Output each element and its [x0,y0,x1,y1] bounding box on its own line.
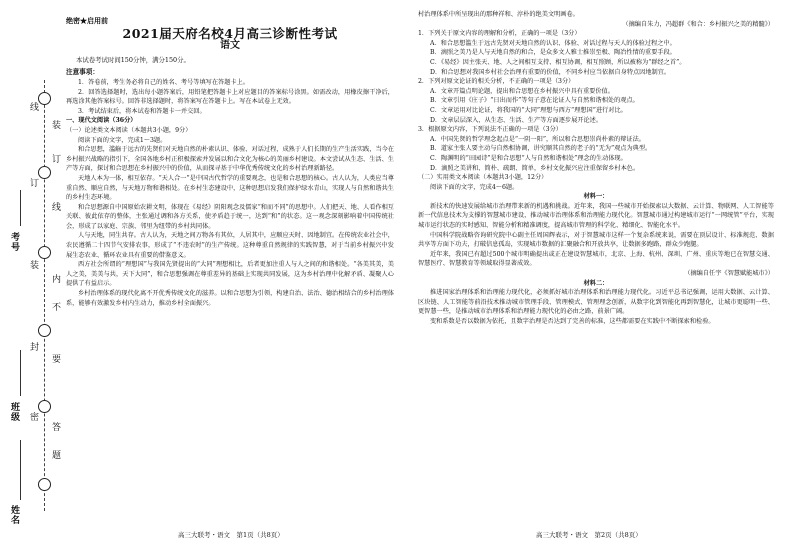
notice-item: 2．回答选择题时，选出每小题答案后，用铅笔把答题卡上对应题目的答案标号涂黑。如需改动，用橡皮擦干净后，再选涂其他答案标号。回答非选择题时，将答案写在答题卡上。写在本试卷上无效。 [66,88,394,106]
instruction: 阅读下面的文字，完成4～6题。 [430,183,519,191]
paragraph: 乡村治理体系的现代化离不开优秀传统文化的滋养。以和合思想为引领，构建自治、法治、德治相结合的乡村治理体系，能够有效激发乡村内生动力，推动乡村全面振兴。 [66,290,394,307]
option: A．文章开篇点明论题，提出和合思想在乡村振兴中具有重要价值。 [430,87,614,95]
side-char: 线 [30,103,40,113]
exam-no-label: 考号 [9,232,19,252]
question-3: 3．根据原文内容，下列说法不正确的一项是（3分） [418,126,562,134]
question-2: 2．下列对原文论证的相关分析，不正确的一项是（3分） [418,78,575,86]
paragraph-continued: 村治理体系中所呈现出的那种祥和、淳朴的绝美文明画卷。 [418,11,579,18]
subject-title: 语文 [220,40,240,52]
option: C．《易经》因主张天、地、人之间相互支持、相互协调，相互照顾，所以被称为“群经之首”。 [430,58,686,66]
paragraph: 和合思想，滥觞于远古的先贤们对天地自然的朴素认识、体验、对话过程，成熟于人们长期的生产生活实践，当今在乡村振兴战略的指引下，全国各地乡村正积极探索并发展以和合文化为核心的美丽乡村建设。本文尝试从生态、生活、生产等方面，探讨和合思想在乡村振兴中的价值，从而探寻基于中华优秀传统文化的乡村治理新路径。 [66,146,394,173]
binding-margin [0,0,62,551]
secret-mark: 绝密★启用前 [66,16,108,25]
paragraph: 西方社会所谓的“理想国”与我国先贤提出的“大同”理想相比，后者更加注重人与人之间的和谐相处。“各美其美，美人之美，美美与共，天下大同”，和合思想强调在尊重差异的基础上实现共同发展，这为乡村治理中化解矛盾、凝聚人心提供了有益启示。 [66,261,394,288]
side-char: 装 [30,261,40,271]
notice-heading: 注意事项： [66,68,99,77]
subsection-heading: （一）论述类文本阅读（本题共3小题，9分） [66,126,192,134]
seal-circle [38,324,51,337]
side-char: 封 [30,343,40,353]
class-line [20,350,22,396]
material-heading: 材料一： [583,193,609,201]
subsection-heading: （二）实用类文本阅读（本题共3小题，12分） [418,174,548,182]
seal-char: 不 [52,303,62,313]
option: A．和合思想滥生于远古先贤对天地自然的认识、体验、对话过程与天人的体验过程之中。 [430,39,676,47]
seal-circle [38,246,51,259]
seal-circle [38,166,51,179]
source-citation: （摘编自朱力，冯超群《和合：乡村振兴之美的精髓》） [622,20,774,28]
seal-char: 订 [52,155,62,165]
source-citation: （摘编自任宇《智慧赋能城市》） [684,270,774,278]
seal-char: 内 [52,275,62,285]
name-label: 姓名 [9,505,19,525]
time-score: 本试卷考试时间150分钟，满分150分。 [76,55,190,64]
paragraph: 新技术的快速发展给城市治理带来新的机遇和挑战。近年来，我国一些城市开始探索以大数据、云计算、物联网、人工智能等新一代信息技术为支撑的智慧城市建设，推动城市治理体系和治理能力现代化。智慧城市通过构建城市运行“一网统管”平台，实现城市运行状态的实时感知、智能分析和精准调度，提高城市管理的科学化、精细化、智能化水平。 [418,202,774,230]
material-heading: 材料二： [583,279,609,287]
question-1: 1．下列关于原文内容的理解和分析，正确的一项是（3分） [418,30,581,38]
paragraph: 和合思想源自中国原始农耕文明，体现在《易经》阴阳观念及儒家“和而不同”的思想中。人们把天、地、人看作相互关联、彼此依存的整体，主张通过调和各方关系，使矛盾趋于统一，达到“和”的状态。这一观念深刻影响着中国传统社会，形成了以家庭、宗族、邻里为纽带的乡村共同体。 [66,203,394,230]
right-column [418,10,774,327]
seal-circle [38,92,51,105]
option: D．和合思想对我国乡村社会治理有重要的价值，不同乡村应当依据自身特点因地制宜。 [430,68,671,76]
option: D．滴照之美讲和、简朴、疏朗、简单，乡村文化振兴应注重保留乡村本色。 [430,164,640,172]
page-footer-left: 高三大联考・语文 第1页（共8页） [178,531,284,539]
seal-char: 题 [52,451,62,461]
seal-char: 装 [52,121,62,131]
side-char: 密 [30,413,40,423]
class-label: 班级 [9,402,19,422]
exam-title: 2021届天府名校4月高三诊断性考试 [122,25,338,41]
option: D．文章层层深入，从生态、生活、生产等方面逐步展开论述。 [430,116,603,124]
paragraph: 中国科学院战略咨询研究院中心副主任周国辉表示，对于智慧城市这样一个复杂系统来说，需要在顶层设计、标准规范、数据共享等方面下功夫，打破信息孤岛，实现城市数据的汇聚融合和开放共享，让数据多跑路，群众少跑腿。 [418,231,774,249]
seal-char: 答 [52,423,62,433]
paragraph: 人与天地，同生共存。古人认为，天地之间万物各有其位，人居其中，应顺应天时、因地制宜。在传统农业社会中，农民遵循二十四节气安排农事，形成了“不违农时”的生产传统。这种尊重自然规律的实践智慧，对于当前乡村振兴中发展生态农业、循环农业具有重要的借鉴意义。 [66,232,394,259]
exam-no-line [20,190,22,226]
left-column [66,10,394,308]
seal-char: 线 [52,203,62,213]
seal-circle [38,478,51,491]
notice-item: 3．考试结束后，将本试卷和答题卡一并交回。 [78,107,206,115]
paragraph: 变和系数是否以数据为依托，且数字治理是否达到了完善的标准，这些都需要在实践中不断探索和检验。 [430,318,715,325]
option: C．文章运用对比论证，将我国的“大同”理想与西方“理想国”进行对比。 [430,106,627,114]
notice-item: 1．答卷前，考生务必将自己的姓名、考号等填写在答题卡上。 [78,78,249,86]
section-heading: 一、现代文阅读（36分） [66,117,137,125]
page-footer-right: 高三大联考・语文 第2页（共8页） [536,531,642,539]
instruction: 阅读下面的文字，完成1～3题。 [78,136,167,144]
option: C．陶渊明的“田园诗”是和合思想“人与自然和谐相处”理念的生动体现。 [430,154,627,162]
paragraph: 推进国家治理体系和治理能力现代化，必须抓好城市治理体系和治理能力现代化。习近平总书记强调，运用大数据、云计算、区块链、人工智能等前沿技术推动城市管理手段、管理模式、管理理念创新，从数字化到智能化再到智慧化，让城市更聪明一些、更智慧一些，是推动城市治理体系和治理能力现代化的必由之路，前景广阔。 [418,289,774,316]
option: B．文章引用《庄子》“日出而作”等句子意在论证人与自然和谐相处的观点。 [430,97,639,105]
paragraph: 近年来，我国已有超过500个城市明确提出或正在建设智慧城市，北京、上海、杭州、深圳、广州、重庆等地已在智慧交通、智慧医疗、智慧教育等领域取得显著成效。 [418,250,774,268]
name-line [20,440,22,500]
seal-dashed-line [44,80,45,511]
seal-circle [38,400,51,413]
option: A．中国先贤的哲学理念起点是“一阴一阳”，所以和合思想崇尚朴素的辩证法。 [430,135,645,143]
side-char: 订 [30,179,40,189]
paragraph: 天地人本为一体，相互依存。“天人合一”是中国古代哲学的重要观念，也是和合思想的核心。古人认为，人类应当尊重自然、顺应自然，与天地万物和谐相处。在乡村生态建设中，这种思想启发我们保护绿水青山，实现人与自然和谐共生的乡村生态环境。 [66,174,394,202]
seal-char: 要 [52,355,62,365]
option: B．滴照之美乃是人与天地自然的和合，是众多文人雅士推崇至极、陶冶性情的重要手段。 [430,49,676,57]
option: B．道家主张人要主动与自然相协调，讲究顺其自然的老子的“无为”观点为典型。 [430,145,652,153]
